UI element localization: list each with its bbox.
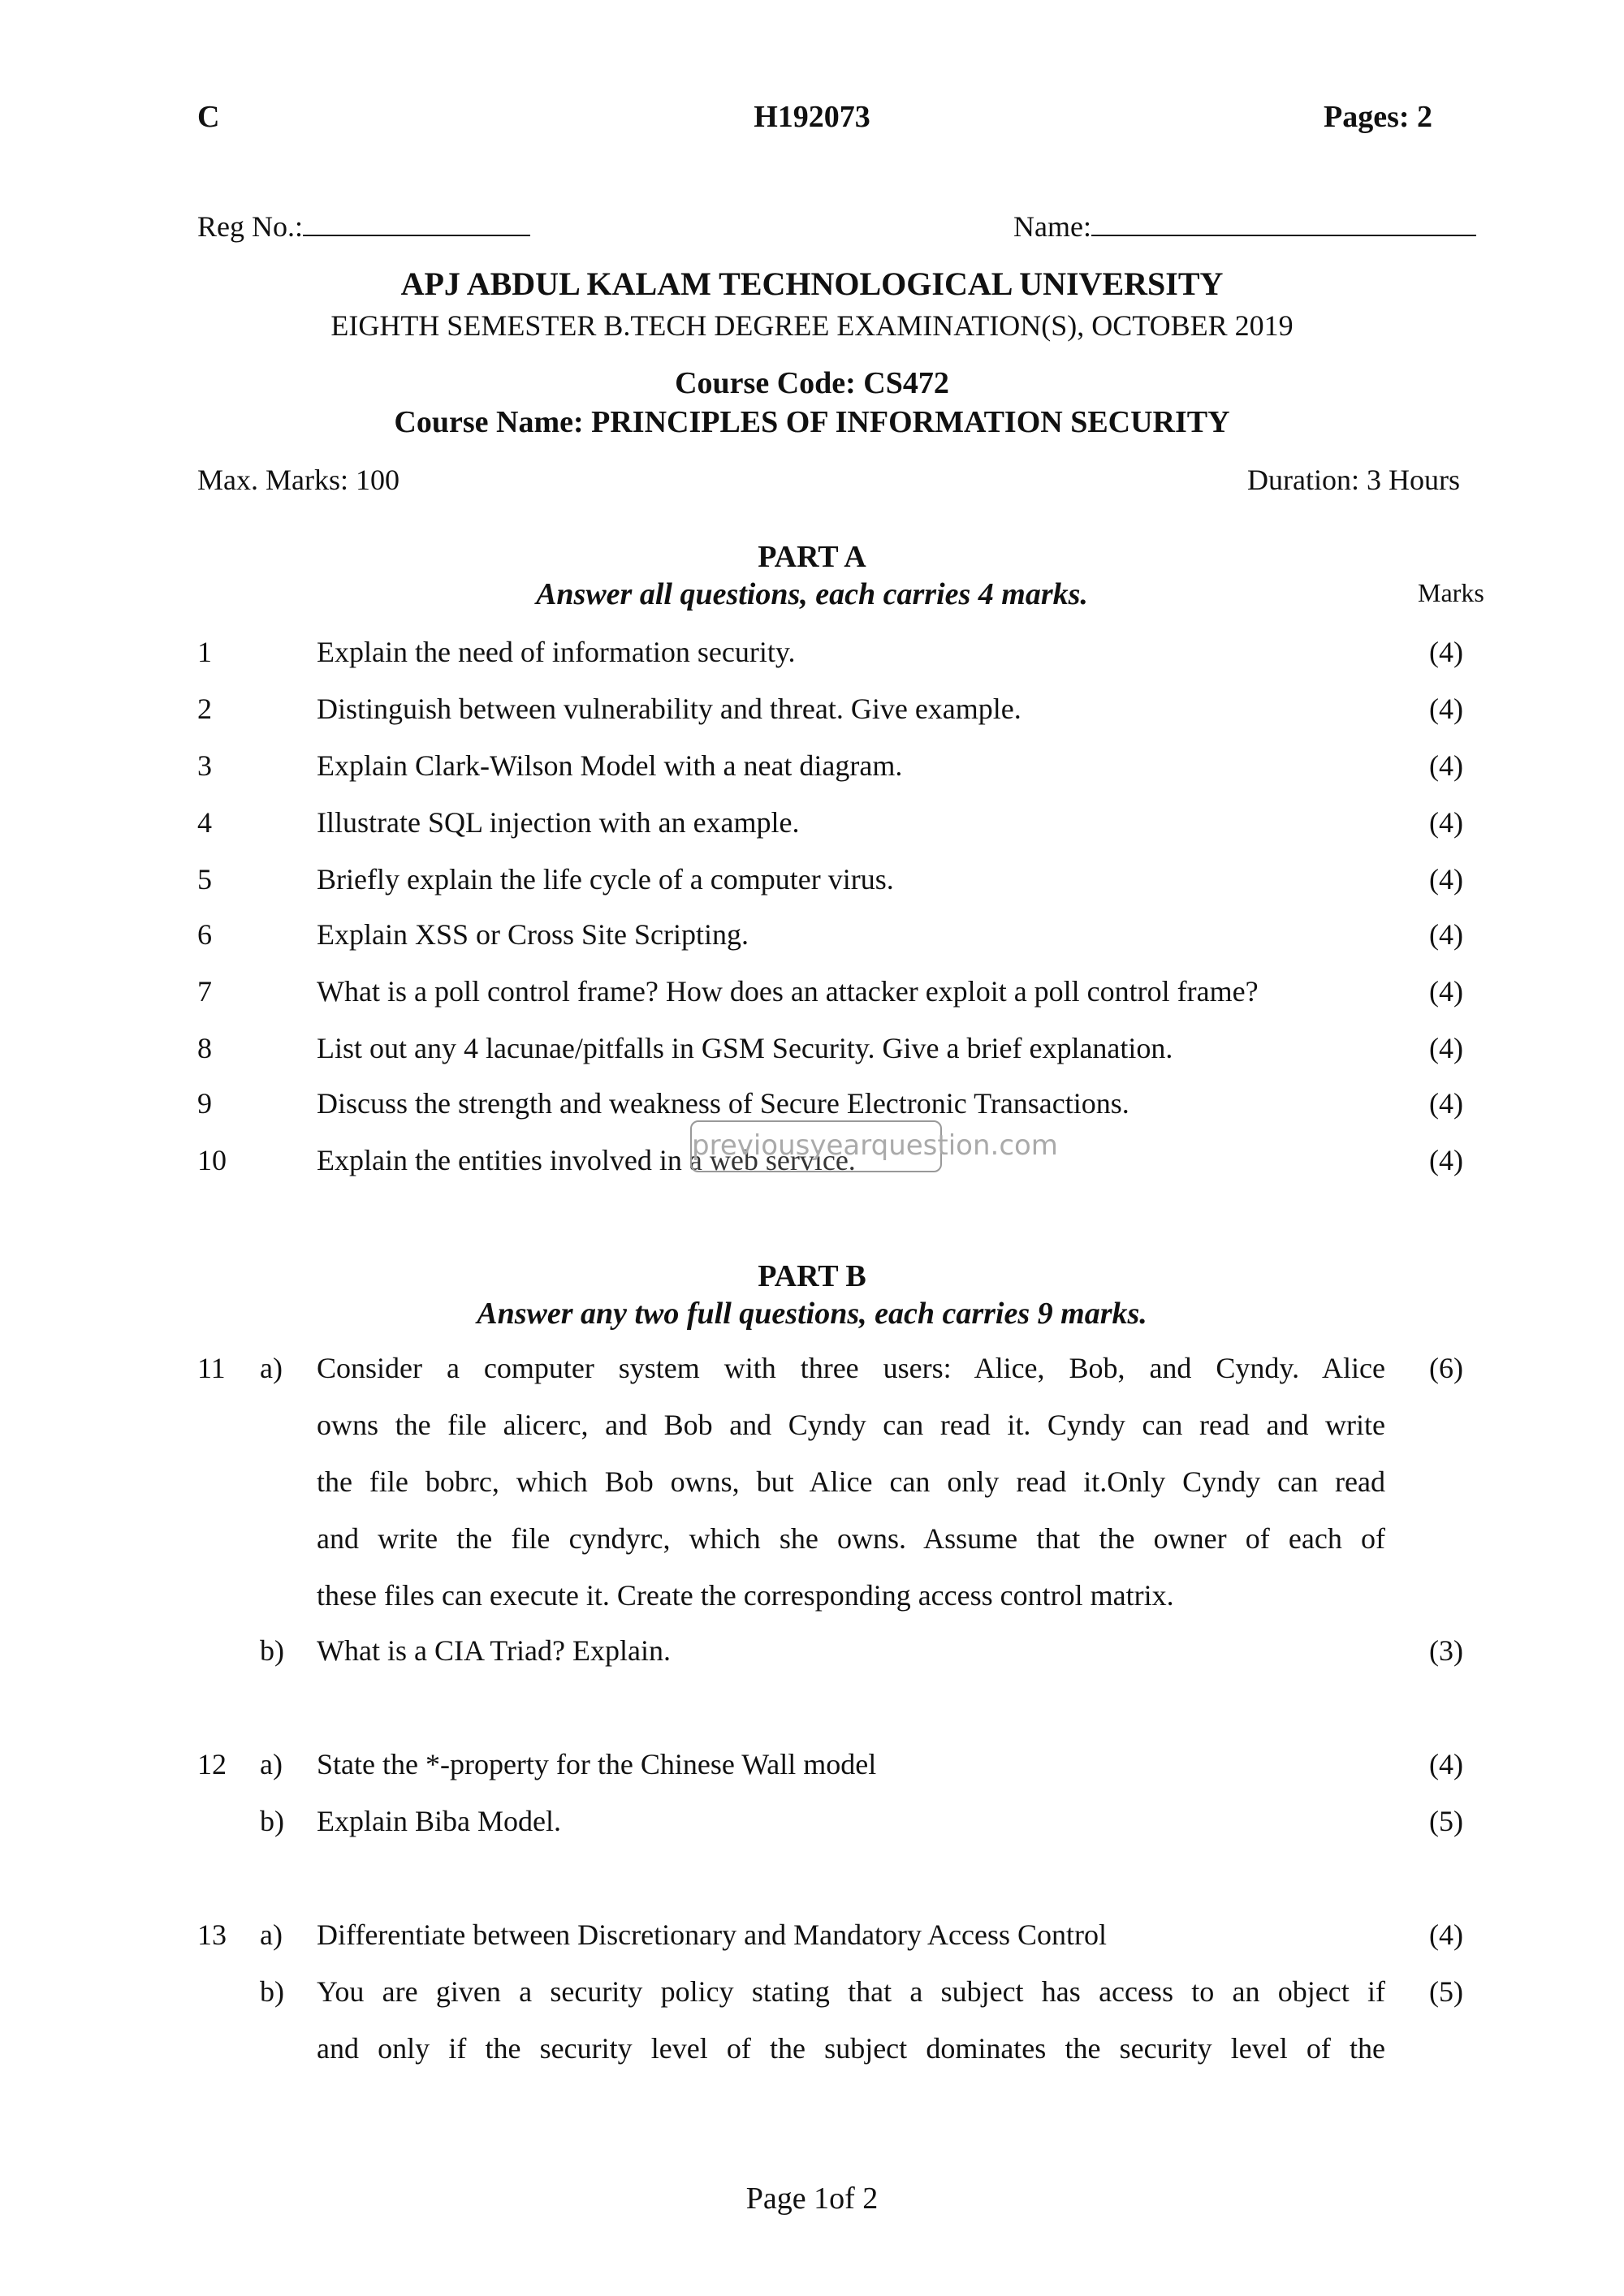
paper-code: H192073 xyxy=(754,100,870,134)
subquestion-label: b) xyxy=(260,1634,284,1667)
reg-no-label: Reg No.: xyxy=(197,210,303,243)
subquestion-label: b) xyxy=(260,1805,284,1837)
part-a-instruction: Answer all questions, each carries 4 marks. xyxy=(536,577,1088,611)
question-number: 2 xyxy=(197,693,212,725)
question-marks: (4) xyxy=(1429,636,1463,668)
question-marks: (4) xyxy=(1429,1087,1463,1120)
watermark-stamp: previousyearquestion.com xyxy=(690,1120,942,1172)
text-line: owns the file alicerc, and Bob and Cyndy can read it. Cyndy can read and write xyxy=(317,1409,1385,1441)
name-blank xyxy=(1091,210,1476,236)
question-marks: (4) xyxy=(1429,1918,1463,1951)
question-number: 9 xyxy=(197,1087,212,1120)
subquestion-label: a) xyxy=(260,1918,283,1951)
question-number: 5 xyxy=(197,863,212,896)
question-marks: (4) xyxy=(1429,918,1463,951)
duration: Duration: 3 Hours xyxy=(1247,464,1460,496)
subquestion-text xyxy=(317,1963,1385,2077)
question-marks: (4) xyxy=(1429,1032,1463,1064)
text-line: You are given a security policy stating that a subject has access to an object if xyxy=(317,1975,1385,2008)
part-b-title: PART B xyxy=(758,1259,866,1293)
question-marks: (4) xyxy=(1429,806,1463,839)
question-marks: (4) xyxy=(1429,1748,1463,1780)
question-number: 6 xyxy=(197,918,212,951)
question-number: 11 xyxy=(197,1352,226,1384)
subquestion-label: a) xyxy=(260,1748,283,1780)
university-name: APJ ABDUL KALAM TECHNOLOGICAL UNIVERSITY xyxy=(400,265,1224,302)
subquestion-text: Differentiate between Discretionary and Mandatory Access Control xyxy=(317,1918,1108,1951)
question-marks: (5) xyxy=(1429,1805,1463,1837)
question-marks: (4) xyxy=(1429,693,1463,725)
reg-no-blank xyxy=(303,210,530,236)
course-code: Course Code: CS472 xyxy=(675,366,949,400)
marks-column-header: Marks xyxy=(1418,578,1484,607)
reg-no-field xyxy=(197,209,530,244)
question-number: 1 xyxy=(197,636,212,668)
course-name: Course Name: PRINCIPLES OF INFORMATION SECURITY xyxy=(394,405,1230,439)
question-number: 13 xyxy=(197,1918,227,1951)
part-b-instruction: Answer any two full questions, each carries 9 marks. xyxy=(477,1297,1147,1331)
page-footer: Page 1of 2 xyxy=(745,2182,879,2216)
question-number: 3 xyxy=(197,749,212,782)
question-number: 4 xyxy=(197,806,212,839)
question-marks: (3) xyxy=(1429,1634,1463,1667)
question-text: List out any 4 lacunae/pitfalls in GSM Security. Give a brief explanation. xyxy=(317,1032,1173,1064)
page-count: Pages: 2 xyxy=(1324,100,1433,134)
exam-title: EIGHTH SEMESTER B.TECH DEGREE EXAMINATION(S), OCTOBER 2019 xyxy=(330,309,1294,342)
question-marks: (4) xyxy=(1429,863,1463,896)
question-text: Explain XSS or Cross Site Scripting. xyxy=(317,918,749,951)
question-marks: (4) xyxy=(1429,1144,1463,1176)
name-label: Name: xyxy=(1013,210,1091,243)
subquestion-text: What is a CIA Triad? Explain. xyxy=(317,1634,671,1667)
text-line: and only if the security level of the subject dominates the security level of the xyxy=(317,2032,1385,2065)
question-text: Explain Clark-Wilson Model with a neat diagram. xyxy=(317,749,903,782)
paper-series-letter: C xyxy=(197,100,220,134)
subquestion-text xyxy=(317,1340,1385,1624)
question-text: What is a poll control frame? How does an attacker exploit a poll control frame? xyxy=(317,975,1259,1008)
question-marks: (6) xyxy=(1429,1352,1463,1384)
name-field xyxy=(1013,209,1476,244)
question-text: Briefly explain the life cycle of a computer virus. xyxy=(317,863,894,896)
question-marks: (4) xyxy=(1429,749,1463,782)
subquestion-text: Explain Biba Model. xyxy=(317,1805,561,1837)
question-number: 10 xyxy=(197,1144,227,1176)
subquestion-label: a) xyxy=(260,1352,283,1384)
question-number: 7 xyxy=(197,975,212,1008)
question-text: Explain the need of information security. xyxy=(317,636,796,668)
text-line: the file bobrc, which Bob owns, but Alice can only read it.Only Cyndy can read xyxy=(317,1465,1385,1498)
text-line: these files can execute it. Create the corresponding access control matrix. xyxy=(317,1579,1174,1612)
max-marks: Max. Marks: 100 xyxy=(197,464,400,496)
question-number: 8 xyxy=(197,1032,212,1064)
question-marks: (5) xyxy=(1429,1975,1463,2008)
question-text: Discuss the strength and weakness of Secure Electronic Transactions. xyxy=(317,1087,1129,1120)
question-marks: (4) xyxy=(1429,975,1463,1008)
text-line: Consider a computer system with three users: Alice, Bob, and Cyndy. Alice xyxy=(317,1352,1385,1384)
question-text: Distinguish between vulnerability and threat. Give example. xyxy=(317,693,1021,725)
part-a-title: PART A xyxy=(758,540,866,574)
question-text: Explain the entities involved in a web service. xyxy=(317,1144,856,1176)
text-line: and write the file cyndyrc, which she owns. Assume that the owner of each of xyxy=(317,1522,1385,1555)
subquestion-label: b) xyxy=(260,1975,284,2008)
question-text: Illustrate SQL injection with an example. xyxy=(317,806,800,839)
question-number: 12 xyxy=(197,1748,227,1780)
subquestion-text: State the *-property for the Chinese Wall model xyxy=(317,1748,877,1780)
